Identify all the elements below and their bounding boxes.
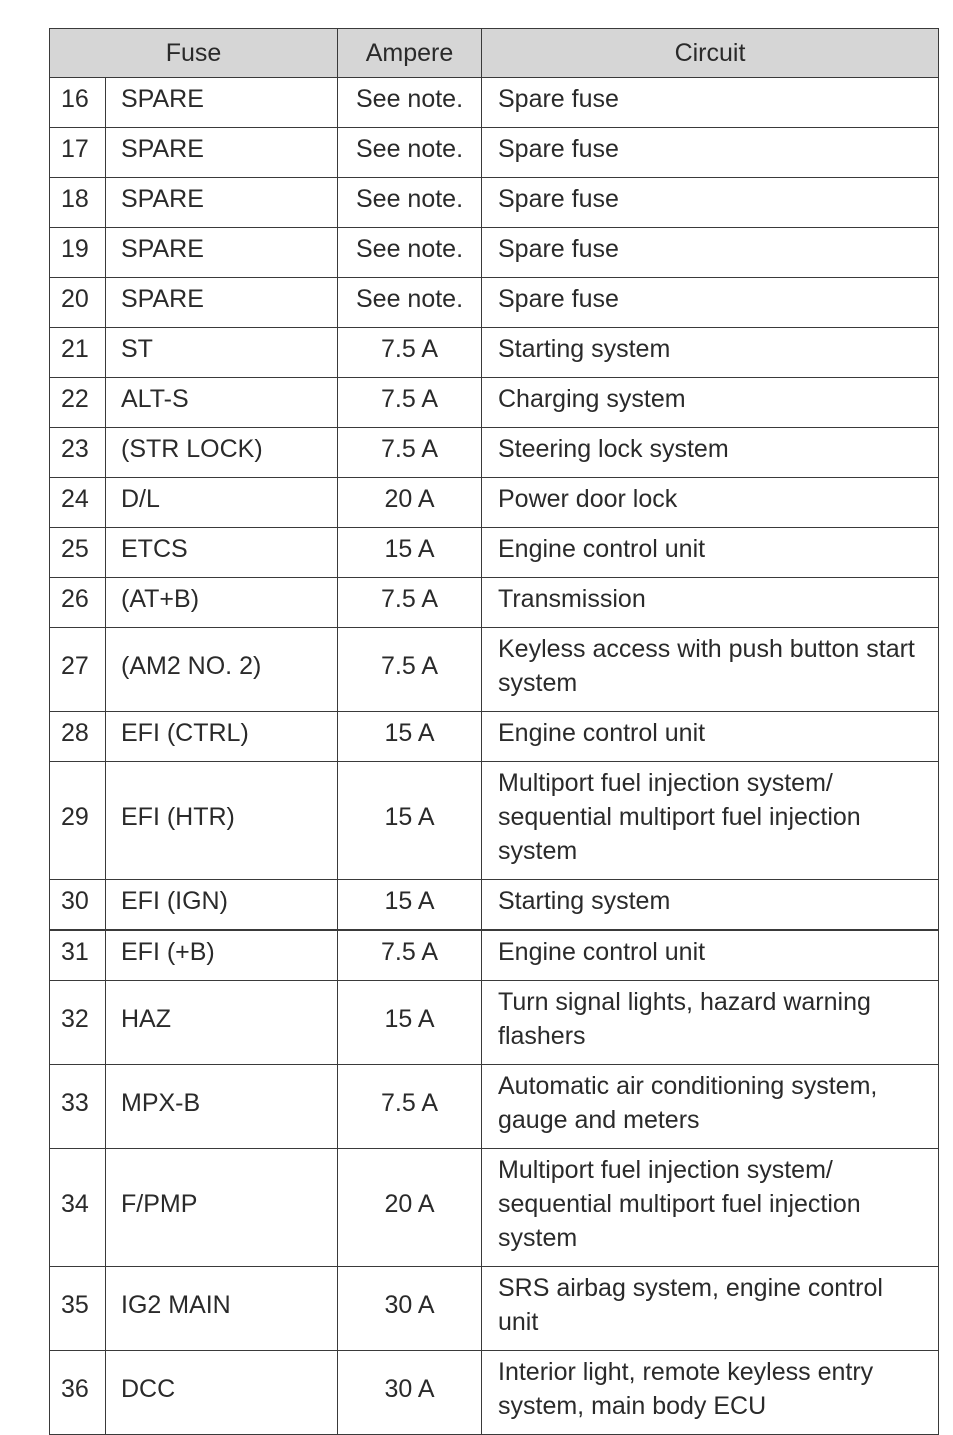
- table-row: [50, 528, 939, 578]
- fuse-number: 21: [50, 328, 106, 378]
- fuse-name: SPARE: [106, 228, 338, 278]
- fuse-ampere: 30 A: [338, 1351, 482, 1435]
- fuse-name: EFI (HTR): [106, 762, 338, 880]
- table-row: [50, 228, 939, 278]
- table-row: [50, 178, 939, 228]
- fuse-ampere: 7.5 A: [338, 378, 482, 428]
- fuse-number: 30: [50, 880, 106, 931]
- fuse-ampere: 7.5 A: [338, 1065, 482, 1149]
- table-row: [50, 378, 939, 428]
- fuse-number: 20: [50, 278, 106, 328]
- fuse-circuit: Spare fuse: [482, 228, 939, 278]
- table-header-row: [50, 29, 939, 78]
- fuse-number: 34: [50, 1149, 106, 1267]
- fuse-ampere: 7.5 A: [338, 328, 482, 378]
- fuse-name: ETCS: [106, 528, 338, 578]
- table-row: [50, 578, 939, 628]
- fuse-circuit: Power door lock: [482, 478, 939, 528]
- fuse-ampere: See note.: [338, 278, 482, 328]
- fuse-name: MPX-B: [106, 1065, 338, 1149]
- table-row: [50, 128, 939, 178]
- fuse-circuit: Spare fuse: [482, 178, 939, 228]
- fuse-ampere: 15 A: [338, 712, 482, 762]
- table-row: [50, 981, 939, 1065]
- fuse-number: 26: [50, 578, 106, 628]
- fuse-name: SPARE: [106, 78, 338, 128]
- fuse-name: ALT-S: [106, 378, 338, 428]
- fuse-ampere: 20 A: [338, 478, 482, 528]
- table-row: [50, 1065, 939, 1149]
- fuse-ampere: See note.: [338, 128, 482, 178]
- fuse-name: F/PMP: [106, 1149, 338, 1267]
- fuse-number: 24: [50, 478, 106, 528]
- fuse-ampere: See note.: [338, 178, 482, 228]
- fuse-circuit: Turn signal lights, hazard warning flashers: [482, 981, 939, 1065]
- fuse-name: EFI (+B): [106, 930, 338, 981]
- fuse-circuit: Engine control unit: [482, 528, 939, 578]
- fuse-name: D/L: [106, 478, 338, 528]
- fuse-number: 33: [50, 1065, 106, 1149]
- table-row: [50, 428, 939, 478]
- header-circuit: Circuit: [482, 29, 939, 78]
- fuse-name: DCC: [106, 1351, 338, 1435]
- table-row: [50, 930, 939, 981]
- fuse-ampere: 30 A: [338, 1267, 482, 1351]
- fuse-circuit: Spare fuse: [482, 78, 939, 128]
- fuse-name: EFI (CTRL): [106, 712, 338, 762]
- header-ampere: Ampere: [338, 29, 482, 78]
- table-row: [50, 712, 939, 762]
- table-row: [50, 328, 939, 378]
- table-row: [50, 880, 939, 931]
- fuse-ampere: 15 A: [338, 528, 482, 578]
- table-row: [50, 628, 939, 712]
- fuse-number: 16: [50, 78, 106, 128]
- fuse-number: 25: [50, 528, 106, 578]
- fuse-name: SPARE: [106, 278, 338, 328]
- table-row: [50, 78, 939, 128]
- fuse-number: 18: [50, 178, 106, 228]
- fuse-name: HAZ: [106, 981, 338, 1065]
- fuse-number: 17: [50, 128, 106, 178]
- table-row: [50, 762, 939, 880]
- fuse-ampere: 7.5 A: [338, 578, 482, 628]
- fuse-name: ST: [106, 328, 338, 378]
- fuse-number: 28: [50, 712, 106, 762]
- fuse-name: SPARE: [106, 128, 338, 178]
- fuse-ampere: 15 A: [338, 880, 482, 931]
- fuse-circuit: Charging system: [482, 378, 939, 428]
- fuse-number: 23: [50, 428, 106, 478]
- fuse-number: 19: [50, 228, 106, 278]
- fuse-circuit: Steering lock system: [482, 428, 939, 478]
- header-fuse: Fuse: [50, 29, 338, 78]
- fuse-ampere: See note.: [338, 228, 482, 278]
- table-row: [50, 1351, 939, 1435]
- fuse-name: IG2 MAIN: [106, 1267, 338, 1351]
- fuse-name: EFI (IGN): [106, 880, 338, 931]
- fuse-ampere: See note.: [338, 78, 482, 128]
- fuse-circuit: Transmission: [482, 578, 939, 628]
- fuse-name: (STR LOCK): [106, 428, 338, 478]
- fuse-number: 35: [50, 1267, 106, 1351]
- fuse-circuit: SRS airbag system, engine control unit: [482, 1267, 939, 1351]
- fuse-number: 29: [50, 762, 106, 880]
- fuse-circuit: Starting system: [482, 328, 939, 378]
- fuse-table: [49, 28, 939, 1435]
- fuse-ampere: 20 A: [338, 1149, 482, 1267]
- fuse-circuit: Multiport fuel injection system/ sequential multiport fuel injection system: [482, 1149, 939, 1267]
- fuse-circuit: Engine control unit: [482, 712, 939, 762]
- fuse-circuit: Starting system: [482, 880, 939, 931]
- fuse-number: 32: [50, 981, 106, 1065]
- fuse-name: (AM2 NO. 2): [106, 628, 338, 712]
- fuse-number: 22: [50, 378, 106, 428]
- fuse-circuit: Multiport fuel injection system/ sequential multiport fuel injection system: [482, 762, 939, 880]
- table-row: [50, 1267, 939, 1351]
- fuse-circuit: Keyless access with push button start system: [482, 628, 939, 712]
- fuse-number: 31: [50, 930, 106, 981]
- fuse-ampere: 15 A: [338, 981, 482, 1065]
- fuse-ampere: 7.5 A: [338, 628, 482, 712]
- table-row: [50, 478, 939, 528]
- fuse-ampere: 7.5 A: [338, 428, 482, 478]
- table-row: [50, 278, 939, 328]
- fuse-table-container: [49, 28, 939, 1435]
- fuse-circuit: Automatic air conditioning system, gauge and meters: [482, 1065, 939, 1149]
- fuse-circuit: Spare fuse: [482, 278, 939, 328]
- fuse-circuit: Engine control unit: [482, 930, 939, 981]
- fuse-name: (AT+B): [106, 578, 338, 628]
- fuse-ampere: 7.5 A: [338, 930, 482, 981]
- fuse-number: 27: [50, 628, 106, 712]
- table-row: [50, 1149, 939, 1267]
- fuse-name: SPARE: [106, 178, 338, 228]
- fuse-number: 36: [50, 1351, 106, 1435]
- fuse-circuit: Interior light, remote keyless entry system, main body ECU: [482, 1351, 939, 1435]
- fuse-ampere: 15 A: [338, 762, 482, 880]
- fuse-circuit: Spare fuse: [482, 128, 939, 178]
